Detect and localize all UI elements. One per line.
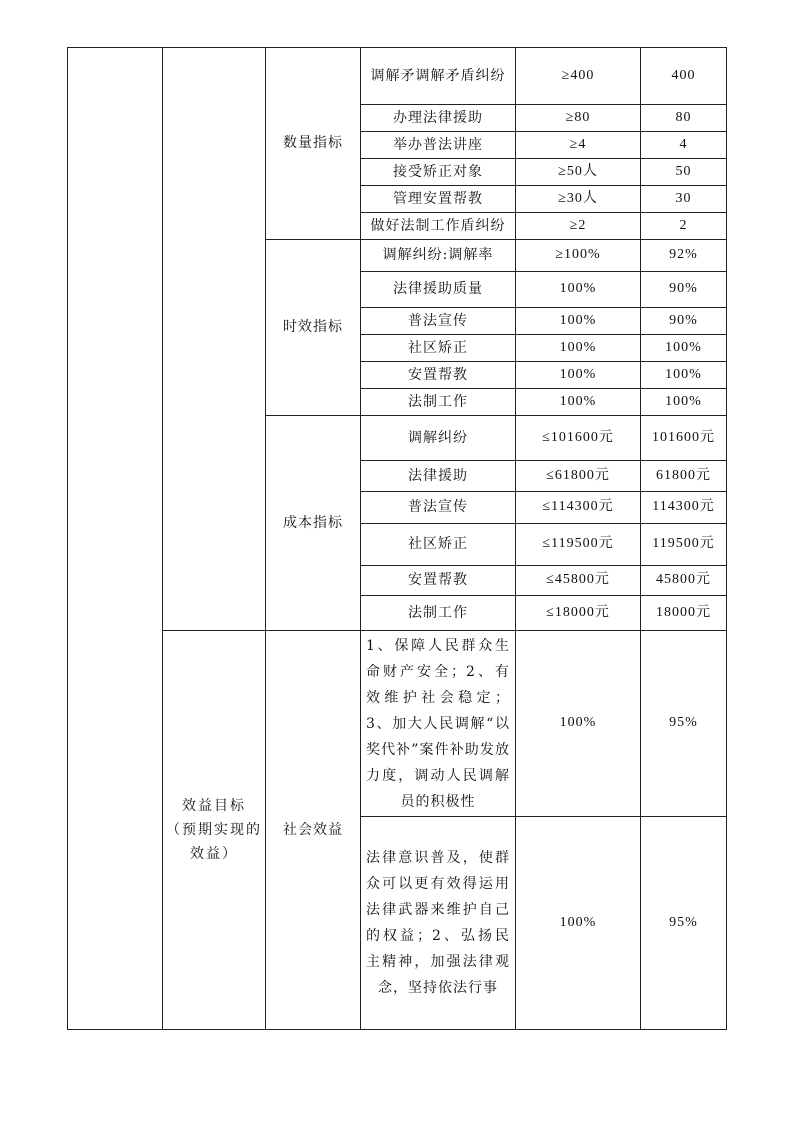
indicator-item: 管理安置帮教 [361, 186, 516, 213]
blank-subcolumn-cell [163, 48, 266, 631]
indicator-actual: 30 [641, 186, 727, 213]
indicator-target: ≤101600元 [516, 416, 641, 461]
benefit-description: 1、保障人民群众生命财产安全；2、有效维护社会稳定；3、加大人民调解“以奖代补”案件补助发放力度，调动人民调解员的积极性 [366, 637, 510, 810]
indicator-item: 普法宣传 [361, 492, 516, 524]
benefit-goal-line: 效益目标 [182, 798, 246, 814]
indicator-target: ≥100% [516, 240, 641, 272]
quantity-indicator-label: 数量指标 [266, 48, 361, 240]
indicator-item: 调解纠纷 [361, 416, 516, 461]
indicator-target: 100% [516, 817, 641, 1030]
cost-indicator-label: 成本指标 [266, 416, 361, 631]
indicator-target: ≤61800元 [516, 461, 641, 492]
indicator-target: ≥2 [516, 213, 641, 240]
indicator-target: 100% [516, 631, 641, 817]
indicator-item: 普法宣传 [361, 308, 516, 335]
indicator-target: 100% [516, 272, 641, 308]
indicator-actual: 61800元 [641, 461, 727, 492]
indicator-actual: 2 [641, 213, 727, 240]
indicator-target: 100% [516, 308, 641, 335]
indicator-actual: 100% [641, 335, 727, 362]
indicator-item: 社区矫正 [361, 524, 516, 566]
indicator-target: ≤119500元 [516, 524, 641, 566]
indicator-target: ≤18000元 [516, 596, 641, 631]
indicator-item: 调解纠纷:调解率 [361, 240, 516, 272]
indicator-item: 安置帮教 [361, 362, 516, 389]
indicator-actual: 100% [641, 389, 727, 416]
blank-column-cell [68, 48, 163, 1030]
indicator-actual: 119500元 [641, 524, 727, 566]
indicator-actual: 90% [641, 272, 727, 308]
indicator-actual: 18000元 [641, 596, 727, 631]
social-benefit-label: 社会效益 [266, 631, 361, 1030]
indicator-target: ≥400 [516, 48, 641, 105]
benefit-item [361, 817, 516, 1030]
table-row [68, 631, 727, 817]
indicator-actual: 80 [641, 105, 727, 132]
benefit-item [361, 631, 516, 817]
indicator-target: 100% [516, 362, 641, 389]
performance-indicator-table [67, 47, 727, 1030]
indicator-target: ≥50人 [516, 159, 641, 186]
indicator-item: 调解矛调解矛盾纠纷 [361, 48, 516, 105]
timeliness-indicator-label: 时效指标 [266, 240, 361, 416]
indicator-actual: 90% [641, 308, 727, 335]
indicator-item: 法制工作 [361, 389, 516, 416]
benefit-goal-label [163, 631, 266, 1030]
indicator-item: 办理法律援助 [361, 105, 516, 132]
indicator-item: 接受矫正对象 [361, 159, 516, 186]
table-row [68, 48, 727, 105]
indicator-target: ≥80 [516, 105, 641, 132]
benefit-goal-line: （预期实现的 [166, 822, 262, 838]
indicator-actual: 101600元 [641, 416, 727, 461]
indicator-item: 社区矫正 [361, 335, 516, 362]
benefit-description: 法律意识普及，使群众可以更有效得运用法律武器来维护自己的权益；2、弘扬民主精神，加强法律观念，坚持依法行事 [366, 850, 510, 996]
benefit-goal-line: 效益） [190, 846, 238, 862]
indicator-target: 100% [516, 335, 641, 362]
indicator-target: 100% [516, 389, 641, 416]
indicator-item: 法律援助 [361, 461, 516, 492]
indicator-actual: 400 [641, 48, 727, 105]
indicator-actual: 50 [641, 159, 727, 186]
indicator-actual: 4 [641, 132, 727, 159]
indicator-item: 做好法制工作盾纠纷 [361, 213, 516, 240]
indicator-item: 举办普法讲座 [361, 132, 516, 159]
indicator-actual: 92% [641, 240, 727, 272]
indicator-actual: 114300元 [641, 492, 727, 524]
indicator-actual: 95% [641, 817, 727, 1030]
indicator-target: ≥30人 [516, 186, 641, 213]
indicator-item: 安置帮教 [361, 566, 516, 596]
indicator-actual: 45800元 [641, 566, 727, 596]
indicator-target: ≤45800元 [516, 566, 641, 596]
indicator-item: 法律援助质量 [361, 272, 516, 308]
indicator-target: ≥4 [516, 132, 641, 159]
indicator-target: ≤114300元 [516, 492, 641, 524]
indicator-item: 法制工作 [361, 596, 516, 631]
indicator-actual: 95% [641, 631, 727, 817]
indicator-actual: 100% [641, 362, 727, 389]
